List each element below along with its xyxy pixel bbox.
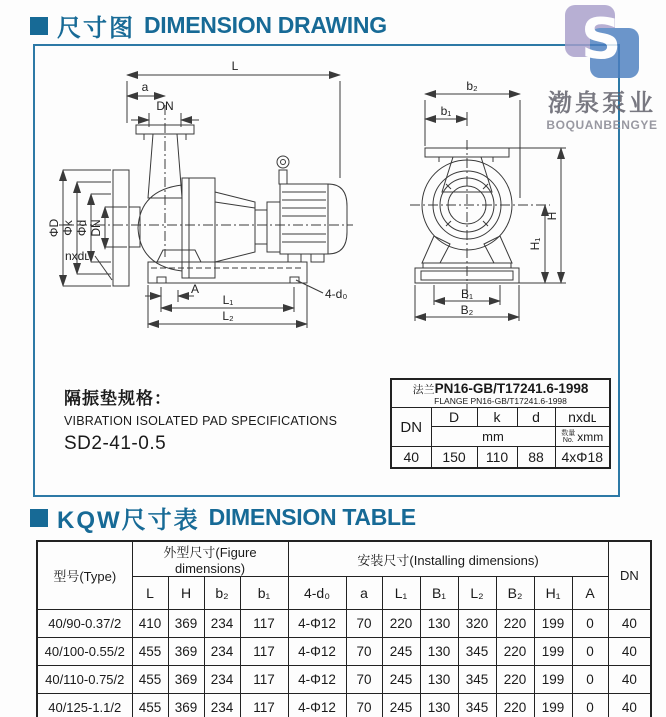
section-header-dimension-table: [30, 500, 416, 535]
vibration-title-cn: 隔振垫规格：: [64, 389, 172, 408]
vibration-title-en: VIBRATION ISOLATED PAD SPECIFICATIONS: [64, 414, 338, 428]
cell: 117: [240, 638, 288, 666]
dim-label-b2: b₂: [466, 79, 478, 93]
cell: 220: [496, 610, 534, 638]
flange-qty-en: No.: [562, 437, 574, 445]
flange-title-cn: 法兰: [412, 383, 435, 396]
section-bullet-icon: [30, 509, 48, 527]
cell: 40: [608, 694, 651, 717]
col-header-dn: DN: [608, 541, 651, 610]
dim-label-phiD: ΦD: [47, 218, 61, 238]
cell: 117: [240, 610, 288, 638]
cell: 4-Φ12: [288, 694, 346, 717]
cell: 234: [204, 610, 240, 638]
cell: 345: [458, 638, 496, 666]
flange-qty-stack: [561, 430, 575, 445]
flange-spec-table: [390, 378, 611, 469]
cell: 70: [346, 610, 382, 638]
col-header-b2: b₂: [204, 577, 240, 610]
col-header-H1: H₁: [534, 577, 572, 610]
section-header-dimension-drawing: [30, 8, 387, 43]
cell: 4-Φ12: [288, 610, 346, 638]
flange-col-D: D: [431, 408, 477, 427]
cell: 220: [382, 610, 420, 638]
flange-value-k: 110: [477, 447, 517, 468]
table-row: [37, 666, 651, 694]
logo-name-cn: 渤泉泵业: [548, 90, 656, 117]
cell: 199: [534, 694, 572, 717]
flange-value-nxdl: 4xΦ18: [555, 447, 610, 468]
cell-type: 40/110-0.75/2: [37, 666, 132, 694]
dim-label-DN-side: DN: [89, 219, 103, 237]
cell: 0: [572, 638, 608, 666]
dim-label-b1: b₁: [440, 104, 452, 118]
dim-label-B1: B₁: [460, 287, 474, 301]
cell: 245: [382, 694, 420, 717]
cell: 220: [496, 666, 534, 694]
dim-label-phik: Φk: [61, 220, 75, 236]
vibration-pad-model: SD2-41-0.5: [64, 433, 167, 454]
cell: 70: [346, 666, 382, 694]
cell: 234: [204, 694, 240, 717]
section-bullet-icon: [30, 17, 48, 35]
flange-col-nxdl: nxdʟ: [555, 408, 610, 427]
cell-type: 40/90-0.37/2: [37, 610, 132, 638]
dim-label-L: L: [231, 59, 239, 73]
table-row: [37, 638, 651, 666]
cell-type: 40/100-0.55/2: [37, 638, 132, 666]
section1-title-en: DIMENSION DRAWING: [144, 12, 387, 38]
cell: 130: [420, 638, 458, 666]
cell: 199: [534, 638, 572, 666]
cell: 40: [608, 666, 651, 694]
cell: 369: [168, 694, 204, 717]
col-header-b1: b₁: [240, 577, 288, 610]
flange-unit-mm: mm: [431, 427, 555, 447]
section2-title-en: DIMENSION TABLE: [208, 504, 416, 530]
cell: 0: [572, 694, 608, 717]
cell: 455: [132, 638, 168, 666]
dim-label-A: A: [190, 282, 200, 296]
cell: 220: [496, 694, 534, 717]
col-header-B1: B₁: [420, 577, 458, 610]
vibration-pad-note: [64, 384, 337, 455]
table-row: [37, 610, 651, 638]
cell: 245: [382, 638, 420, 666]
flange-table-title: [391, 379, 610, 408]
group-header-installing-dimensions: 安装尺寸(Installing dimensions): [288, 541, 608, 577]
flange-title-standard: PN16-GB/T17241.6-1998: [434, 380, 589, 396]
col-header-H: H: [168, 577, 204, 610]
flange-qty-cn: 数量: [561, 429, 576, 437]
cell: 369: [168, 638, 204, 666]
flange-value-D: 150: [431, 447, 477, 468]
cell: 199: [534, 666, 572, 694]
flange-unit-qty: [555, 427, 610, 447]
group-header-figure-dimensions: 外型尺寸(Figure dimensions): [132, 541, 288, 577]
dim-label-phid: Φd: [75, 219, 89, 237]
dimension-table: [36, 540, 652, 717]
cell: 130: [420, 694, 458, 717]
logo-letter: S: [581, 7, 622, 73]
flange-col-d: d: [517, 408, 555, 427]
cell: 4-Φ12: [288, 666, 346, 694]
pump-side-view-drawing: [45, 50, 375, 342]
dim-label-L1: L₁: [222, 293, 234, 307]
flange-col-k: k: [477, 408, 517, 427]
cell: 117: [240, 694, 288, 717]
cell: 220: [496, 638, 534, 666]
cell: 130: [420, 666, 458, 694]
col-header-4d0: 4-d₀: [288, 577, 346, 610]
cell: 130: [420, 610, 458, 638]
col-header-L1: L₁: [382, 577, 420, 610]
flange-col-dn: DN: [391, 408, 431, 447]
section2-title-cn: KQW尺寸表: [57, 507, 200, 534]
dim-label-4d0: 4-d₀: [325, 287, 348, 301]
cell: 369: [168, 610, 204, 638]
cell: 455: [132, 694, 168, 717]
dim-label-L2: L₂: [222, 309, 234, 323]
cell: 199: [534, 610, 572, 638]
cell: 455: [132, 666, 168, 694]
dim-label-H: H: [545, 211, 559, 221]
cell: 410: [132, 610, 168, 638]
cell: 234: [204, 666, 240, 694]
dim-label-B2: B₂: [460, 303, 474, 317]
cell: 0: [572, 610, 608, 638]
cell: 40: [608, 638, 651, 666]
logo-name-en: BOQUANBENGYE: [546, 118, 658, 132]
col-header-type: 型号(Type): [37, 541, 132, 610]
col-header-A: A: [572, 577, 608, 610]
flange-value-dn: 40: [391, 447, 431, 468]
flange-qty-unit: xmm: [577, 429, 604, 444]
dim-label-a: a: [141, 80, 149, 94]
cell: 369: [168, 666, 204, 694]
cell: 70: [346, 694, 382, 717]
col-header-L: L: [132, 577, 168, 610]
flange-value-d: 88: [517, 447, 555, 468]
cell: 320: [458, 610, 496, 638]
logo-mark-icon: [563, 5, 641, 81]
cell-type: 40/125-1.1/2: [37, 694, 132, 717]
col-header-a: a: [346, 577, 382, 610]
flange-title-en: FLANGE PN16-GB/T17241.6-1998: [434, 396, 567, 407]
col-header-L2: L₂: [458, 577, 496, 610]
table-row: [37, 694, 651, 717]
cell: 0: [572, 666, 608, 694]
cell: 234: [204, 638, 240, 666]
cell: 4-Φ12: [288, 638, 346, 666]
dim-label-nxdl: nxdʟ: [65, 249, 90, 263]
cell: 117: [240, 666, 288, 694]
dim-label-DN-top: DN: [156, 99, 174, 113]
company-logo-watermark: [541, 5, 663, 132]
dim-label-H1: H₁: [528, 237, 542, 251]
cell: 70: [346, 638, 382, 666]
cell: 345: [458, 694, 496, 717]
section1-title-cn: 尺寸图: [57, 15, 135, 42]
cell: 345: [458, 666, 496, 694]
cell: 245: [382, 666, 420, 694]
col-header-B2: B₂: [496, 577, 534, 610]
cell: 40: [608, 610, 651, 638]
